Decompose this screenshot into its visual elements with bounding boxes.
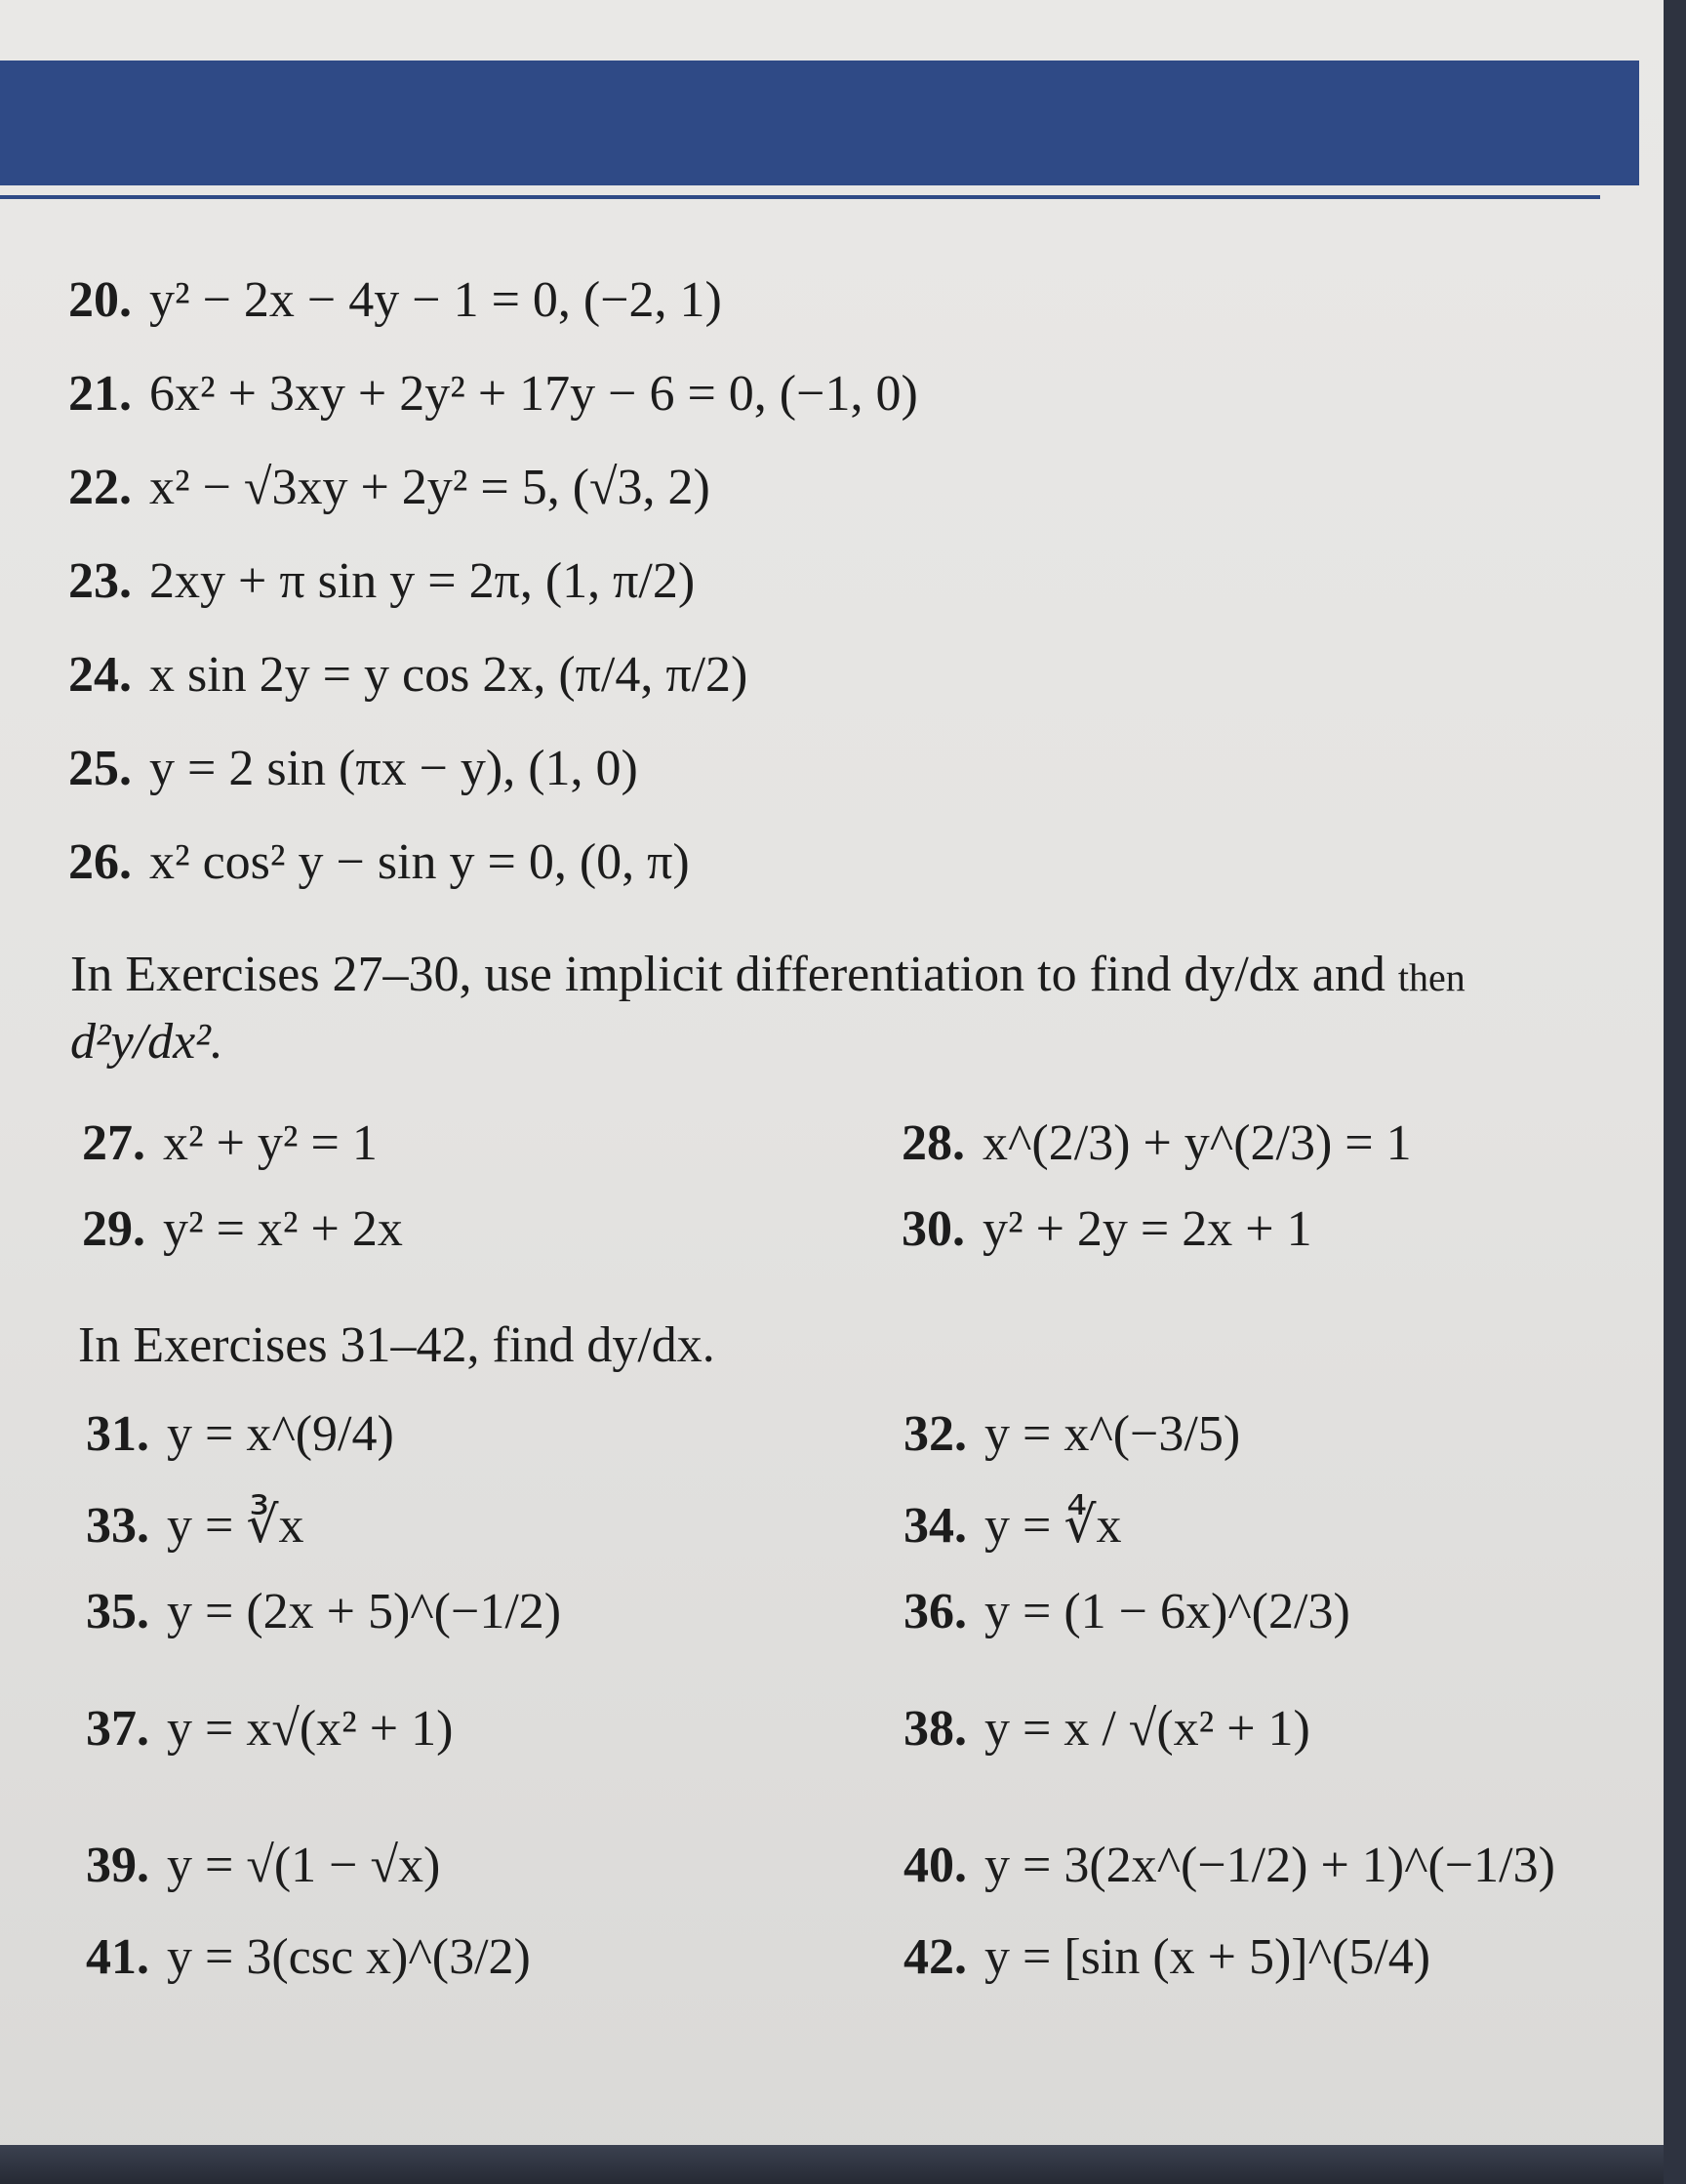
exercise-39 (86, 1840, 440, 1891)
exercise-expression: y² − 2x − 4y − 1 = 0, (−2, 1) (149, 272, 722, 328)
exercise-36 (903, 1584, 1350, 1639)
exercise-expression: y = 3(2x^(−1/2) + 1)^(−1/3) (984, 1838, 1555, 1893)
instruction-line-1: In Exercises 27–30, use implicit differentiation to find dy/dx and (70, 947, 1385, 1002)
exercise-20 (68, 272, 722, 328)
header-rule (0, 195, 1600, 199)
exercise-expression: y = [sin (x + 5)]^(5/4) (984, 1929, 1431, 1985)
exercise-31 (86, 1406, 394, 1462)
exercise-42 (903, 1929, 1431, 1985)
exercise-35 (86, 1584, 562, 1639)
exercise-23 (68, 553, 696, 609)
exercise-expression: 2xy + π sin y = 2π, (1, π/2) (149, 553, 696, 609)
instruction-line: In Exercises 31–42, find dy/dx. (78, 1317, 715, 1373)
exercise-number: 33. (86, 1498, 149, 1554)
exercise-expression: y = (1 − 6x)^(2/3) (984, 1584, 1350, 1639)
exercise-expression: y = x^(9/4) (167, 1406, 394, 1462)
exercise-number: 42. (903, 1929, 967, 1985)
exercise-expression: y² + 2y = 2x + 1 (983, 1201, 1312, 1257)
exercise-number: 32. (903, 1406, 967, 1462)
exercise-26 (68, 834, 690, 890)
exercise-number: 21. (68, 366, 132, 422)
exercise-29 (82, 1201, 403, 1257)
exercise-21 (68, 366, 918, 422)
exercise-expression: x² + y² = 1 (163, 1115, 378, 1171)
exercise-expression: y = x^(−3/5) (984, 1406, 1241, 1462)
exercise-number: 39. (86, 1838, 149, 1893)
exercise-number: 26. (68, 834, 132, 890)
exercise-24 (68, 647, 748, 703)
exercise-expression: x² cos² y − sin y = 0, (0, π) (149, 834, 690, 890)
exercise-40 (903, 1840, 1555, 1891)
section-27-30-instructions (70, 943, 1465, 1074)
exercise-expression: y = 3(csc x)^(3/2) (167, 1929, 531, 1985)
exercise-number: 22. (68, 460, 132, 515)
exercise-expression: y = √(1 − √x) (167, 1838, 441, 1893)
exercise-number: 40. (903, 1838, 967, 1893)
exercise-number: 34. (903, 1498, 967, 1554)
exercise-expression: y = ∛x (167, 1498, 304, 1554)
exercise-expression: y² = x² + 2x (163, 1201, 403, 1257)
exercise-22 (68, 460, 710, 515)
exercise-number: 28. (902, 1115, 965, 1171)
exercise-number: 20. (68, 272, 132, 328)
exercise-30 (902, 1201, 1312, 1257)
exercise-number: 35. (86, 1584, 149, 1639)
header-band (0, 61, 1639, 185)
exercise-expression: x sin 2y = y cos 2x, (π/4, π/2) (149, 647, 748, 703)
exercise-number: 27. (82, 1115, 145, 1171)
exercise-25 (68, 741, 638, 796)
exercise-number: 31. (86, 1406, 149, 1462)
exercise-number: 30. (902, 1201, 965, 1257)
exercise-number: 38. (903, 1701, 967, 1757)
exercise-33 (86, 1498, 304, 1554)
exercise-expression: x² − √3xy + 2y² = 5, (√3, 2) (149, 460, 710, 515)
exercise-37 (86, 1701, 454, 1757)
exercise-number: 41. (86, 1929, 149, 1985)
exercise-28 (902, 1115, 1412, 1171)
exercise-number: 29. (82, 1201, 145, 1257)
instruction-line-2: d²y/dx². (70, 1014, 223, 1070)
exercise-expression: y = ∜x (984, 1498, 1122, 1554)
exercise-expression: x^(2/3) + y^(2/3) = 1 (983, 1115, 1412, 1171)
exercise-number: 25. (68, 741, 132, 796)
exercise-27 (82, 1115, 378, 1171)
exercise-expression: y = x / √(x² + 1) (984, 1701, 1310, 1757)
exercise-expression: y = 2 sin (πx − y), (1, 0) (149, 741, 638, 796)
exercise-41 (86, 1929, 531, 1985)
exercise-34 (903, 1498, 1122, 1554)
exercise-number: 24. (68, 647, 132, 703)
exercise-expression: y = x√(x² + 1) (167, 1701, 454, 1757)
exercise-expression: 6x² + 3xy + 2y² + 17y − 6 = 0, (−1, 0) (149, 366, 918, 422)
exercise-32 (903, 1406, 1241, 1462)
exercise-38 (903, 1701, 1310, 1757)
exercise-number: 37. (86, 1701, 149, 1757)
exercise-expression: y = (2x + 5)^(−1/2) (167, 1584, 562, 1639)
fabric-background (0, 2145, 1664, 2184)
section-31-42-instructions (78, 1314, 715, 1378)
exercise-number: 36. (903, 1584, 967, 1639)
exercise-number: 23. (68, 553, 132, 609)
instruction-line-1-tail: then (1397, 955, 1465, 999)
